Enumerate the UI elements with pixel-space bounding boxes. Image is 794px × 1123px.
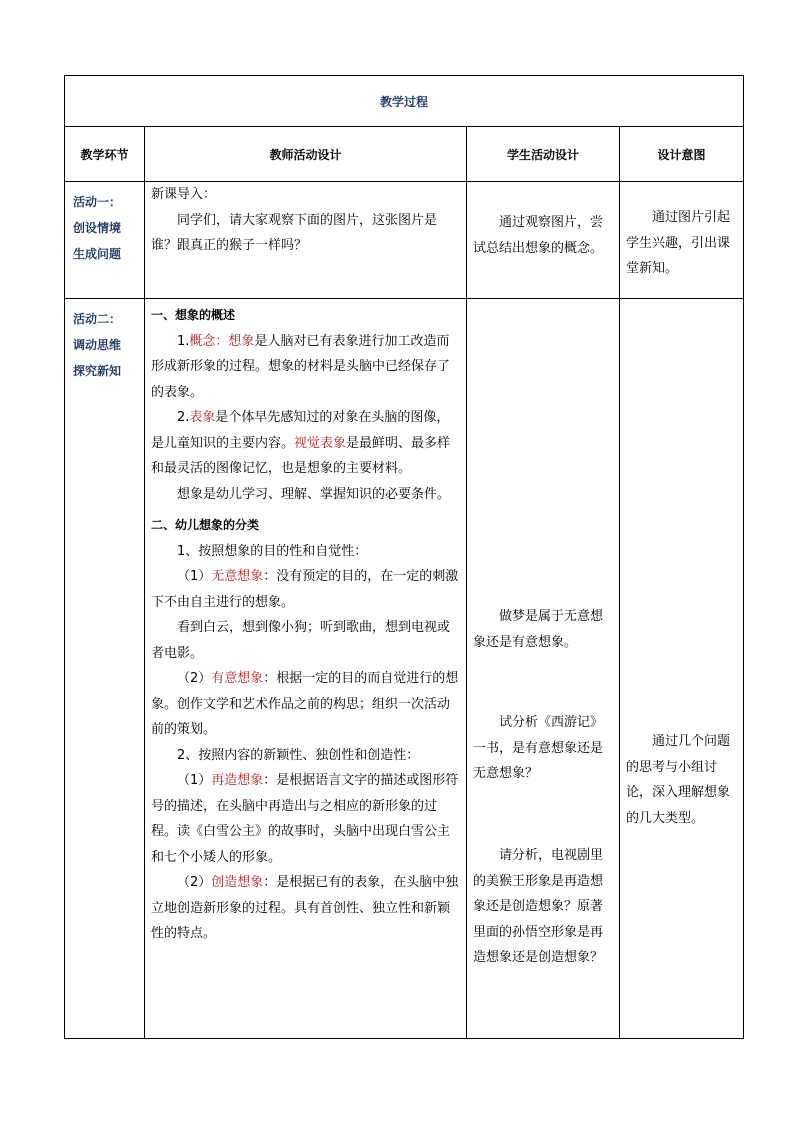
classification-2: 2、按照内容的新颖性、独创性和创造性： bbox=[177, 747, 420, 763]
activity-one-label: 活动一： bbox=[73, 195, 122, 209]
unintentional-imagination: （1）无意想象：没有预定的目的，在一定的刺激下不由自主进行的想象。 bbox=[151, 569, 459, 610]
activity-one-cell bbox=[65, 182, 145, 299]
activity-two-line3: 探究新知 bbox=[73, 364, 122, 378]
table-title: 教学过程 bbox=[65, 76, 744, 127]
header-design: 设计意图 bbox=[620, 127, 744, 182]
header-student: 学生活动设计 bbox=[467, 127, 620, 182]
activity-two-label: 活动二： bbox=[73, 312, 122, 326]
activity-one-line2: 创设情境 bbox=[73, 221, 122, 235]
section-classification-heading: 二、幼儿想象的分类 bbox=[151, 518, 260, 532]
header-stage: 教学环节 bbox=[65, 127, 145, 182]
student-question-2: 试分析《西游记》一书，是有意想象还是无意想象？ bbox=[473, 715, 604, 781]
teacher-cell-2 bbox=[145, 299, 467, 1039]
design-cell-2 bbox=[620, 299, 744, 1039]
student-cell-2 bbox=[467, 299, 620, 1039]
classification-1: 1、按照想象的目的性和自觉性： bbox=[177, 543, 368, 559]
activity-two-cell bbox=[65, 299, 145, 1039]
header-teacher: 教师活动设计 bbox=[145, 127, 467, 182]
lesson-table bbox=[64, 75, 744, 1039]
section-overview-heading: 一、想象的概述 bbox=[151, 308, 236, 322]
teacher-cell-1 bbox=[145, 182, 467, 299]
unintentional-example: 看到白云，想到像小狗；听到歌曲，想到电视或者电影。 bbox=[151, 620, 451, 661]
student-text-1: 通过观察图片，尝试总结出想象的概念。 bbox=[473, 215, 604, 256]
reproductive-imagination: （1）再造想象：是根据语言文字的描述或图形符号的描述，在头脑中再造出与之相应的新形象的过程。读《白雪公主》的故事时，头脑中出现白雪公主和七个小矮人的形象。 bbox=[151, 773, 459, 865]
intentional-imagination: （2）有意想象：根据一定的目的而自觉进行的想象。创作文学和艺术作品之前的构思；组织一次活动前的策划。 bbox=[151, 671, 459, 737]
necessity-paragraph: 想象是幼儿学习、理解、掌握知识的必要条件。 bbox=[177, 486, 451, 502]
student-cell-1 bbox=[467, 182, 620, 299]
student-question-1: 做梦是属于无意想象还是有意想象。 bbox=[473, 609, 604, 650]
concept-paragraph: 1.概念：想象是人脑对已有表象进行加工改造而形成新形象的过程。想象的材料是头脑中已经保存了的表象。 bbox=[151, 333, 451, 400]
intro-label: 新课导入： bbox=[151, 187, 217, 202]
intro-text: 同学们，请大家观察下面的图片，这张图片是谁？跟真正的猴子一样吗？ bbox=[151, 212, 438, 253]
design-text-1: 通过图片引起学生兴趣，引出课堂新知。 bbox=[626, 210, 731, 276]
design-text-2: 通过几个问题的思考与小组讨论，深入理解想象的几大类型。 bbox=[626, 734, 731, 826]
activity-one-line3: 生成问题 bbox=[73, 247, 122, 261]
student-question-3: 请分析，电视剧里的美猴王形象是再造想象还是创造想象？原著里面的孙悟空形象是再造想象还是创造想象？ bbox=[473, 848, 604, 965]
representation-paragraph: 2.表象是个体早先感知过的对象在头脑的图像，是儿童知识的主要内容。视觉表象是最鲜明、最多样和最灵活的图像记忆，也是想象的主要材料。 bbox=[151, 410, 451, 476]
activity-two-line2: 调动思维 bbox=[73, 338, 122, 352]
creative-imagination: （2）创造想象：是根据已有的表象，在头脑中独立地创造新形象的过程。具有首创性、独立性和新颖性的特点。 bbox=[151, 875, 459, 941]
design-cell-1 bbox=[620, 182, 744, 299]
